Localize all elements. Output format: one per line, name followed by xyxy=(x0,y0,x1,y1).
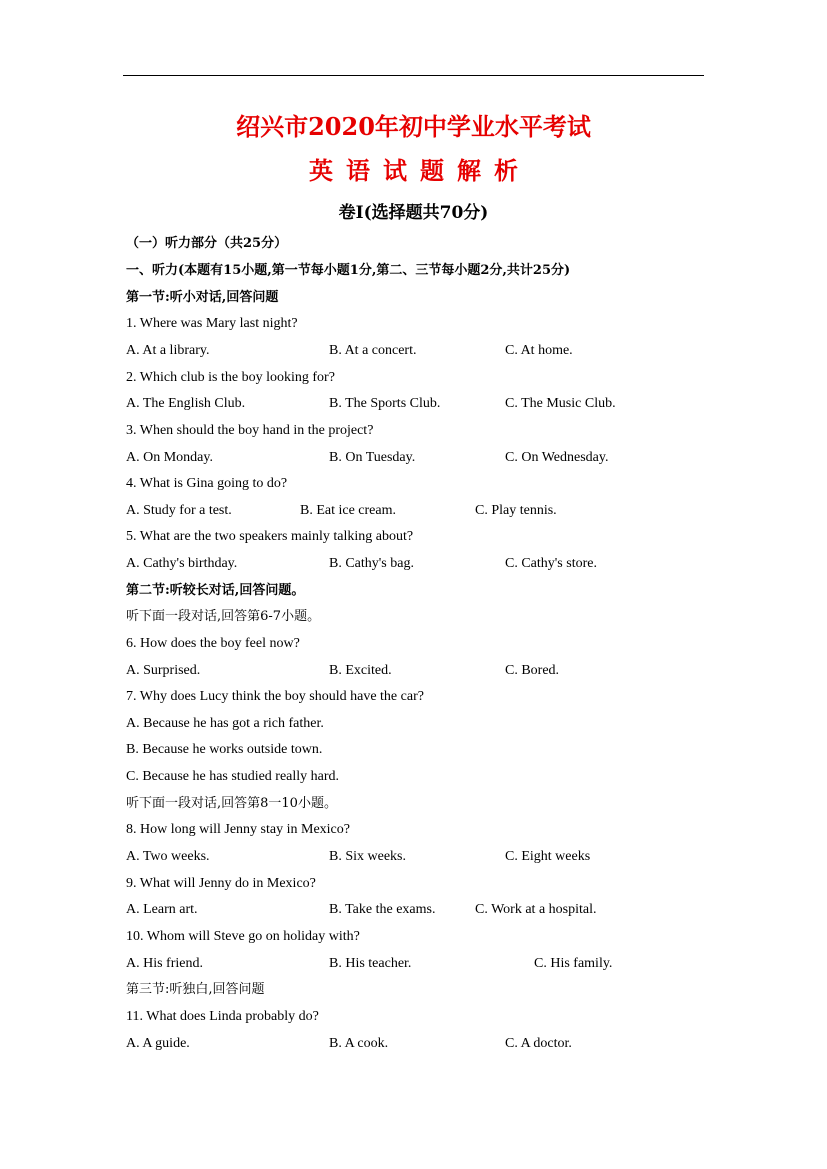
q9-option-a: A. Learn art. xyxy=(126,902,198,917)
note-q8-10: 听下面一段对话,回答第8一10小题。 xyxy=(126,796,337,811)
q8-option-a: A. Two weeks. xyxy=(126,849,210,864)
q7-option-b: B. Because he works outside town. xyxy=(126,742,323,757)
q1-option-a: A. At a library. xyxy=(126,343,210,358)
q4-option-a: A. Study for a test. xyxy=(126,503,232,518)
listening-instruction: 一、听力(本题有15小题,第一节每小题1分,第二、三节每小题2分,共计25分) xyxy=(126,263,571,278)
q7-option-c: C. Because he has studied really hard. xyxy=(126,769,340,784)
note-q6-7: 听下面一段对话,回答第6-7小题。 xyxy=(126,609,321,624)
section-2-heading: 第二节:听较长对话,回答问题。 xyxy=(126,583,305,598)
question-4: 4. What is Gina going to do? xyxy=(126,476,288,491)
q3-option-b: B. On Tuesday. xyxy=(329,450,416,465)
document-subtitle: 英语试题解析 xyxy=(309,156,531,185)
q1-option-c: C. At home. xyxy=(505,343,573,358)
q2-option-c: C. The Music Club. xyxy=(505,396,616,411)
q4-option-b: B. Eat ice cream. xyxy=(300,503,397,518)
section-3-heading: 第三节:听独白,回答问题 xyxy=(126,982,265,997)
q10-option-b: B. His teacher. xyxy=(329,956,412,971)
q6-option-a: A. Surprised. xyxy=(126,663,201,678)
question-8: 8. How long will Jenny stay in Mexico? xyxy=(126,822,350,837)
q5-option-a: A. Cathy's birthday. xyxy=(126,556,238,571)
q4-option-c: C. Play tennis. xyxy=(475,503,557,518)
question-2: 2. Which club is the boy looking for? xyxy=(126,370,335,385)
header-rule xyxy=(123,75,704,76)
question-7: 7. Why does Lucy think the boy should have the car? xyxy=(126,689,424,704)
q2-option-a: A. The English Club. xyxy=(126,396,246,411)
q6-option-b: B. Excited. xyxy=(329,663,392,678)
q5-option-b: B. Cathy's bag. xyxy=(329,556,414,571)
q11-option-a: A. A guide. xyxy=(126,1036,190,1051)
q2-option-b: B. The Sports Club. xyxy=(329,396,441,411)
q7-option-a: A. Because he has got a rich father. xyxy=(126,716,324,731)
section-title: 卷I(选择题共70分) xyxy=(338,203,489,223)
q8-option-c: C. Eight weeks xyxy=(505,849,591,864)
q1-option-b: B. At a concert. xyxy=(329,343,417,358)
q11-option-c: C. A doctor. xyxy=(505,1036,572,1051)
question-5: 5. What are the two speakers mainly talking about? xyxy=(126,529,414,544)
q10-option-c: C. His family. xyxy=(534,956,613,971)
q9-option-b: B. Take the exams. xyxy=(329,902,436,917)
question-3: 3. When should the boy hand in the project? xyxy=(126,423,374,438)
document-title: 绍兴市2020年初中学业水平考试 xyxy=(236,112,591,141)
question-9: 9. What will Jenny do in Mexico? xyxy=(126,876,316,891)
q10-option-a: A. His friend. xyxy=(126,956,203,971)
q11-option-b: B. A cook. xyxy=(329,1036,389,1051)
question-6: 6. How does the boy feel now? xyxy=(126,636,300,651)
question-10: 10. Whom will Steve go on holiday with? xyxy=(126,929,360,944)
question-11: 11. What does Linda probably do? xyxy=(126,1009,319,1024)
q5-option-c: C. Cathy's store. xyxy=(505,556,597,571)
section-1-heading: 第一节:听小对话,回答问题 xyxy=(126,290,279,305)
q8-option-b: B. Six weeks. xyxy=(329,849,406,864)
listening-heading: （一）听力部分（共25分） xyxy=(126,236,288,251)
q3-option-c: C. On Wednesday. xyxy=(505,450,609,465)
q6-option-c: C. Bored. xyxy=(505,663,560,678)
q9-option-c: C. Work at a hospital. xyxy=(475,902,597,917)
question-1: 1. Where was Mary last night? xyxy=(126,316,298,331)
q3-option-a: A. On Monday. xyxy=(126,450,213,465)
